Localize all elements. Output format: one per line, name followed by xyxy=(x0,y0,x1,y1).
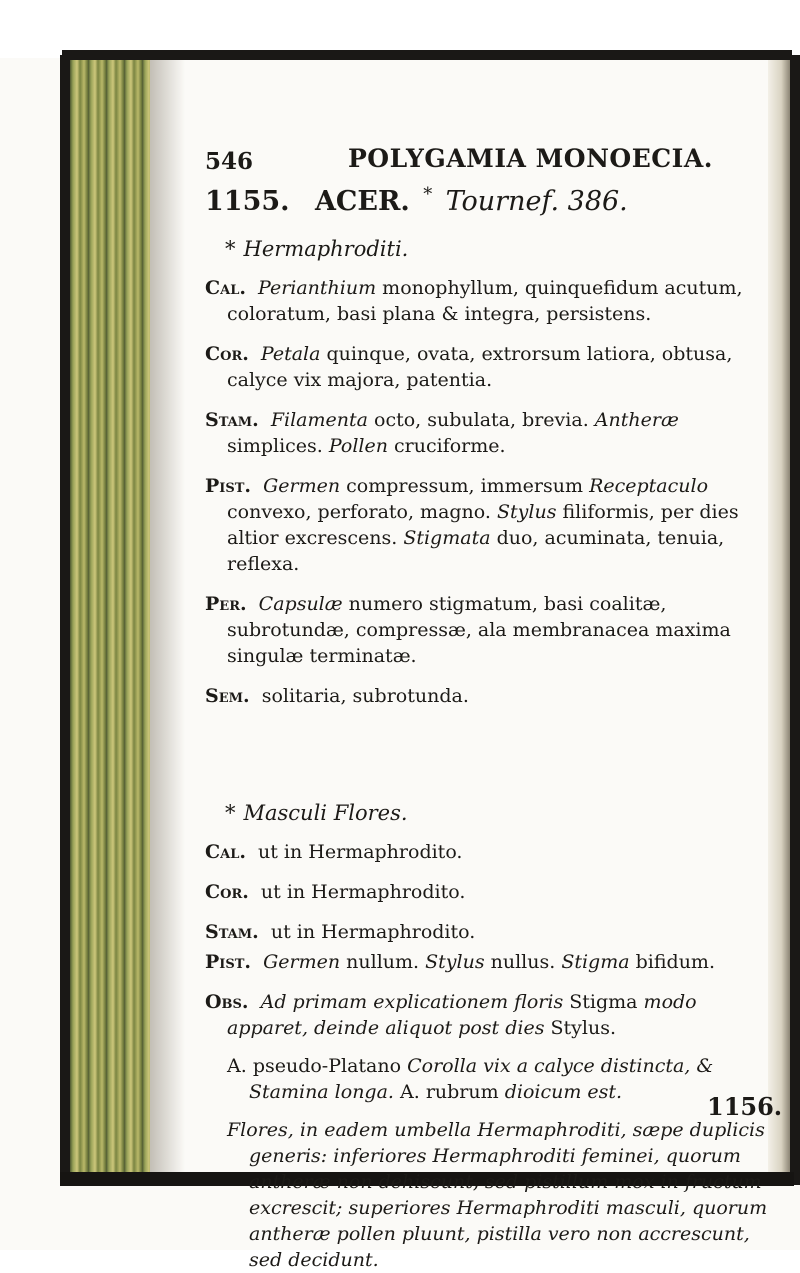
description-seeds xyxy=(205,683,775,709)
note-text: Flores, in eadem umbella Hermaphroditi, sæpe duplicis generis: inferiores Hermaphroditi feminei, quorum antheræ non dehiscunt, sed pistillum mox in fructum excrescit; superiores Hermaphroditi masculi, quorum antheræ pollen pluunt, pistilla vero non accrescunt, sed decidunt. xyxy=(227,1119,768,1271)
description-pistil xyxy=(205,473,775,577)
male-calyx xyxy=(205,839,775,865)
part-label: Stam. xyxy=(205,921,259,943)
part-text: nullum. xyxy=(346,951,420,973)
spacer xyxy=(205,709,775,781)
part-text: ut in Hermaphrodito. xyxy=(260,881,466,903)
species-note-pseudoplatanus xyxy=(205,1053,775,1105)
part-term: Antheræ xyxy=(594,409,679,431)
part-term: Stigma xyxy=(561,951,630,973)
part-term: Capsulæ xyxy=(258,593,343,615)
observation-text: Stylus. xyxy=(550,1017,616,1039)
gutter-shadow xyxy=(150,60,185,1172)
page-header xyxy=(205,140,775,180)
part-term: Perianthium xyxy=(258,277,377,299)
part-term: Stylus xyxy=(425,951,485,973)
page-content xyxy=(205,140,783,1273)
male-corolla xyxy=(205,879,775,905)
part-label: Stam. xyxy=(205,409,259,431)
section-title-text: Hermaphroditi. xyxy=(243,237,409,261)
part-label: Cor. xyxy=(205,881,249,903)
note-prefix: A. xyxy=(227,1055,247,1077)
part-text: simplices. xyxy=(227,435,323,457)
section-asterisk: * xyxy=(225,237,236,261)
description-corolla xyxy=(205,341,775,393)
part-text: octo, subulata, brevia. xyxy=(374,409,589,431)
part-term: Germen xyxy=(263,951,341,973)
male-pistil xyxy=(205,949,775,975)
part-text: monophyllum, quinquefidum acutum, coloratum, basi plana & integra, persistens. xyxy=(227,277,743,325)
section-asterisk: * xyxy=(225,801,236,825)
part-text: cruciforme. xyxy=(394,435,506,457)
part-text: solitaria, subrotunda. xyxy=(261,685,469,707)
part-text: ut in Hermaphrodito. xyxy=(258,841,463,863)
scan-border-right xyxy=(790,55,800,1185)
note-species: rubrum xyxy=(425,1081,499,1103)
part-text: compressum, immersum xyxy=(346,475,584,497)
part-label: Pist. xyxy=(205,475,252,497)
entry-authority: Tournef. 386. xyxy=(445,186,628,217)
genus-name: ACER. xyxy=(314,186,410,217)
note-species: pseudo-Platano xyxy=(252,1055,402,1077)
part-label: Per. xyxy=(205,593,247,615)
description-stamens xyxy=(205,407,775,459)
part-text: nullus. xyxy=(490,951,556,973)
part-text: numero stigmatum, basi coalitæ, subrotundæ, compressæ, ala membranacea maxima singulæ terminatæ. xyxy=(227,593,731,667)
entry-heading xyxy=(205,184,775,217)
note-text: Corolla vix a calyce distincta, & Stamina longa. xyxy=(249,1055,714,1103)
observation-italic: Ad primam explicationem floris xyxy=(260,991,564,1013)
part-text: duo, acuminata, tenuia, reflexa. xyxy=(227,527,725,575)
section-title-text: Masculi Flores. xyxy=(243,801,408,825)
part-term: Stylus xyxy=(497,501,557,523)
male-observation xyxy=(205,989,775,1041)
description-calyx xyxy=(205,275,775,327)
part-text: convexo, perforato, magno. xyxy=(227,501,491,523)
page-number: 546 xyxy=(205,148,254,175)
description-pericarp xyxy=(205,591,775,669)
male-stamens xyxy=(205,919,775,945)
part-term: Pollen xyxy=(328,435,388,457)
part-label: Cal. xyxy=(205,277,246,299)
part-term: Filamenta xyxy=(270,409,368,431)
entry-number: 1155. xyxy=(205,186,290,217)
part-term: Petala xyxy=(260,343,321,365)
scan-border-top xyxy=(0,0,800,58)
section-title-masculi xyxy=(225,801,775,825)
running-head: POLYGAMIA MONOECIA. xyxy=(348,144,713,173)
part-term: Receptaculo xyxy=(589,475,709,497)
catchword: 1156. xyxy=(707,1092,783,1121)
note-prefix: A. xyxy=(400,1081,420,1103)
part-label: Pist. xyxy=(205,951,252,973)
observation-italic: modo apparet, deinde aliquot post dies xyxy=(227,991,697,1039)
part-label: Cor. xyxy=(205,343,249,365)
part-label: Obs. xyxy=(205,991,249,1013)
part-term: Stigmata xyxy=(403,527,491,549)
part-text: bifidum. xyxy=(635,951,715,973)
part-label: Sem. xyxy=(205,685,250,707)
entry-asterisk: * xyxy=(423,184,433,205)
part-text: ut in Hermaphrodito. xyxy=(270,921,476,943)
note-text: dioicum est. xyxy=(504,1081,623,1103)
observation-text: Stigma xyxy=(569,991,638,1013)
section-title-hermaphroditi xyxy=(225,237,775,261)
scan-border-left xyxy=(60,55,70,1180)
part-term: Germen xyxy=(263,475,341,497)
book-spine xyxy=(70,60,150,1172)
part-text: filiformis, per dies altior excrescens. xyxy=(227,501,739,549)
part-text: quinque, ovata, extrorsum latiora, obtusa, calyce vix majora, patentia. xyxy=(227,343,733,391)
part-label: Cal. xyxy=(205,841,246,863)
